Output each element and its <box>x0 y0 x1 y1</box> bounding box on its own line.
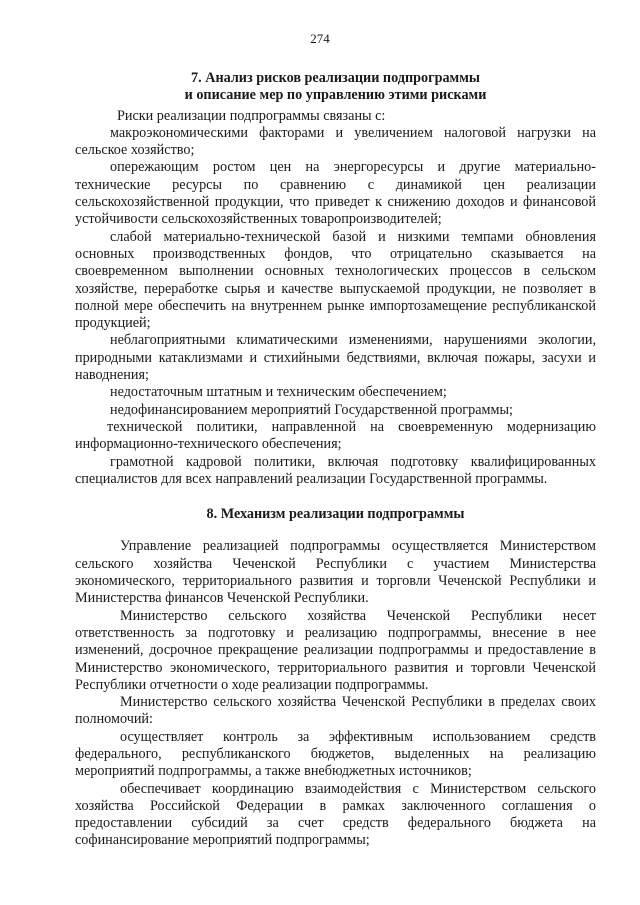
paragraph: Управление реализацией подпрограммы осуществляется Министерством сельского хозяйства Чеченской Республики с участием Министерства экономического, территориального развития и торговли Чеченской Республики и Министерства финансов Чеченской Республики. <box>75 538 596 607</box>
list-item: грамотной кадровой политики, включая подготовку квалифицированных специалистов для всех направлений реализации Государственной программы. <box>75 453 596 487</box>
list-item: неблагоприятными климатическими изменениями, нарушениями экологии, природными катаклизмами и стихийными бедствиями, включая пожары, засухи и наводнения; <box>75 332 596 384</box>
section-7-heading <box>75 70 596 105</box>
page-number: 274 <box>310 31 330 46</box>
paragraph: Министерство сельского хозяйства Чеченской Республики несет ответственность за подготовку и реализацию подпрограммы, внесение в нее изменений, досрочное прекращение реализации подпрограммы и предоставление в Министерство экономического, территориального развития и торговли Чеченской Республики отчетности о ходе реализации подпрограммы. <box>75 607 596 693</box>
page-content <box>75 70 596 850</box>
list-item: недостаточным штатным и техническим обеспечением; <box>110 384 447 401</box>
list-item: технической политики, направленной на своевременную модернизацию информационно-технического обеспечения; <box>75 418 596 453</box>
list-item: недофинансированием мероприятий Государственной программы; <box>110 401 513 418</box>
section-7-title-line-1: 7. Анализ рисков реализации подпрограммы <box>191 70 480 86</box>
section-7-title-line-2: и описание мер по управлению этими рисками <box>184 87 487 104</box>
section-8-heading: 8. Механизм реализации подпрограммы <box>206 506 465 523</box>
list-item: опережающим ростом цен на энергоресурсы и другие материально-технические ресурсы по сравнению с динамикой цен реализации сельскохозяйственной продукции, что приведет к снижению доходов и финансовой устойчивости сельскохозяйственных товаропроизводителей; <box>75 159 596 228</box>
paragraph: Риски реализации подпрограммы связаны с: <box>117 107 386 124</box>
list-item: макроэкономическими факторами и увеличением налоговой нагрузки на сельское хозяйство; <box>75 124 596 159</box>
list-item: слабой материально-технической базой и низкими темпами обновления основных производственных фондов, что отрицательно сказывается на своевременном выполнении основных технологических процессов в сельском хозяйстве, переработке сырья и качестве выпускаемой продукции, не позволяет в полной мере обеспечить на внутреннем рынке импортозамещение республиканской продукцией; <box>75 228 596 332</box>
list-item: осуществляет контроль за эффективным использованием средств федерального, республиканского бюджетов, выделенных на реализацию мероприятий подпрограммы, а также внебюджетных источников; <box>75 728 596 780</box>
list-item: обеспечивает координацию взаимодействия с Министерством сельского хозяйства Российской Федерации в рамках заключенного соглашения о предоставлении субсидий за счет средств федерального бюджета на софинансирование мероприятий подпрограммы; <box>75 780 596 849</box>
paragraph: Министерство сельского хозяйства Чеченской Республики в пределах своих полномочий: <box>75 694 596 728</box>
